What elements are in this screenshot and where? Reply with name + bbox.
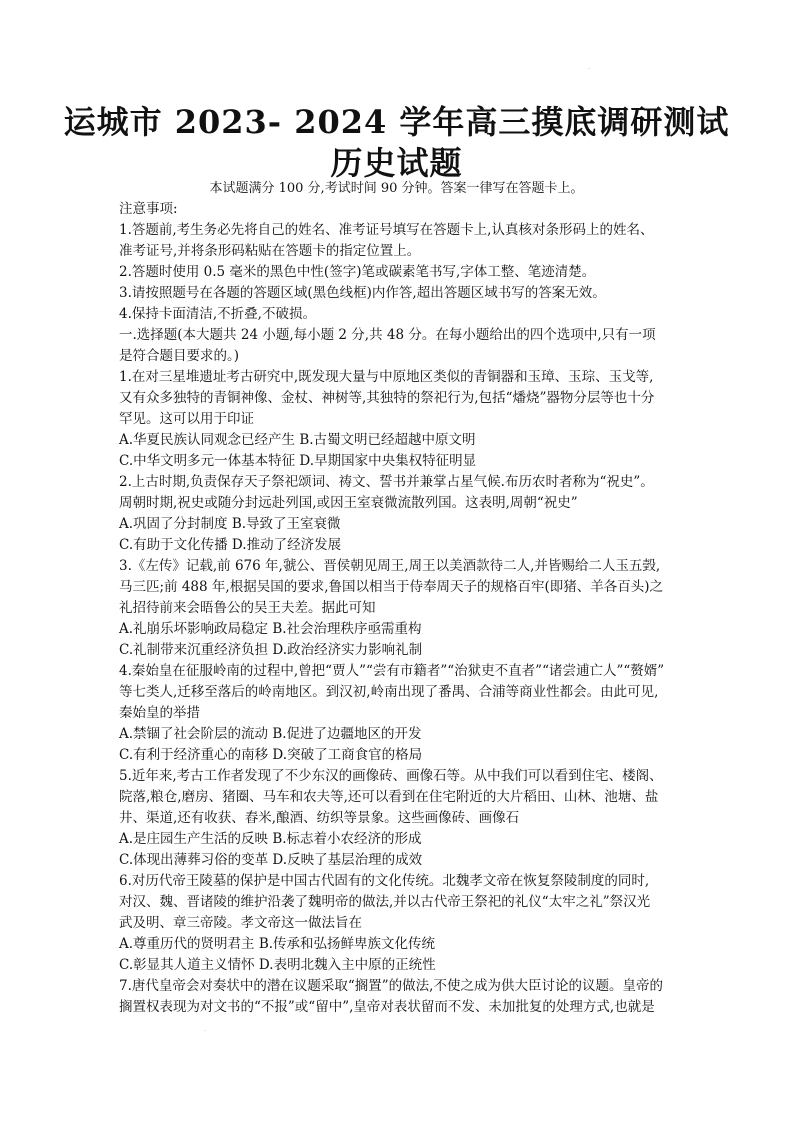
question-option: A.是庄园生产生活的反映 B.标志着小农经济的形成 [119,831,422,847]
notes-heading: 注意事项: [119,201,178,217]
question-option: A.礼崩乐坏影响政局稳定 B.社会治理秩序亟需重构 [119,621,422,637]
question-stem: 1.在对三星堆遗址考古研究中,既发现大量与中原地区类似的青铜器和玉璋、玉琮、玉戈等, [119,369,654,385]
question-option: A.尊重历代的贤明君主 B.传承和弘扬鲜卑族文化传统 [119,936,436,952]
question-stem: 6.对历代帝王陵墓的保护是中国古代固有的文化传统。北魏孝文帝在恢复祭陵制度的同时, [119,873,650,889]
question-stem: 武及明、章三帝陵。孝文帝这一做法旨在 [119,915,362,931]
scan-speck: . [588,64,590,71]
question-option: C.中华文明多元一体基本特征 D.早期国家中央集权特征明显 [119,453,477,469]
question-option: C.彰显其人道主义情怀 D.表明北魏入主中原的正统性 [119,957,436,973]
note-line: 3.请按照题号在各题的答题区域(黑色线框)内作答,超出答题区域书写的答案无效。 [119,285,606,301]
question-stem: 5.近年来,考古工作者发现了不少东汉的画像砖、画像石等。从中我们可以看到住宅、楼阁、 [119,768,663,784]
section-heading: 一.选择题(本大题共 24 小题,每小题 2 分,共 48 分。在每小题给出的四个选项中,只有一项 [119,327,656,343]
question-stem: 2.上古时期,负责保存天子祭祀颂词、祷文、誓书并兼掌占星气候.布历农时者称为“祝史”。 [119,474,654,490]
note-line: 2.答题时使用 0.5 毫米的黑色中性(签字)笔或碳素笔书写,字体工整、笔迹清楚。 [119,264,596,280]
question-option: C.礼制带来沉重经济负担 D.政治经济实力影响礼制 [119,642,423,658]
question-stem: 对汉、魏、晋诸陵的维护沿袭了魏明帝的做法,并以古代帝王祭祀的礼仪“太牢之礼”祭汉光 [119,894,651,910]
question-option: A.华夏民族认同观念已经产生 B.古蜀文明已经超越中原文明 [119,432,476,448]
question-option: A.禁锢了社会阶层的流动 B.促进了边疆地区的开发 [119,726,422,742]
exam-info: 本试题满分 100 分,考试时间 90 分钟。答案一律写在答题卡上。 [209,181,584,196]
note-line: 准考证号,并将条形码粘贴在答题卡的指定位置上。 [119,243,421,259]
question-option: A.巩固了分封制度 B.导致了王室衰微 [119,516,341,532]
note-line: 4.保持卡面清洁,不折叠,不破损。 [119,306,316,322]
question-option: C.有利于经济重心的南移 D.突破了工商食官的格局 [119,747,423,763]
exam-title: 运城市 2023- 2024 学年高三摸底调研测试 [63,103,730,141]
question-option: C.体现出薄葬习俗的变革 D.反映了基层治理的成效 [119,852,423,868]
question-stem: 4.秦始皇在征服岭南的过程中,曾把“贾人”“尝有市籍者”“治狱吏不直者”“诸尝逋亡人”“赘婿” [119,663,665,679]
note-line: 1.答题前,考生务必先将自己的姓名、准考证号填写在答题卡上,认真核对条形码上的姓名、 [119,222,654,238]
question-stem: 周朝时期,祝史或随分封远赴列国,或因王室衰微流散列国。这表明,周朝“祝史” [119,495,578,511]
question-stem: 搁置权表现为对文书的“不报”或“留中”,皇帝对表状留而不发、未加批复的处理方式,也就是 [119,999,655,1015]
question-stem: 马三匹;前 488 年,根据吴国的要求,鲁国以相当于侍奉周天子的规格百牢(即猪、羊各百头)之 [119,579,664,595]
question-stem: 又有众多独特的青铜神像、金杖、神树等,其独特的祭祀行为,包括“燔烧”器物分层等也十分 [119,390,655,406]
question-stem: 3.《左传》记载,前 676 年,虢公、晋侯朝见周王,周王以美酒款待二人,并皆赐给二人玉五瑴, [119,558,661,574]
question-stem: 7.唐代皇帝会对奏状中的潜在议题采取“搁置”的做法,不使之成为供大臣讨论的议题。皇帝的 [119,978,663,994]
question-stem: 等七类人,迁移至落后的岭南地区。到汉初,岭南出现了番禺、合浦等商业性都会。由此可见, [119,684,659,700]
question-stem: 院落,粮仓,磨房、猪圈、马车和农夫等,还可以看到在住宅附近的大片稻田、山林、池塘、盐 [119,789,659,805]
question-option: C.有助于文化传播 D.推动了经济发展 [119,537,342,553]
question-stem: 罕见。这可以用于印证 [119,411,254,427]
question-stem: 井、渠道,还有收获、舂米,酿酒、纺织等景象。这些画像砖、画像石 [119,810,520,826]
scan-speck: . [204,1026,206,1033]
question-stem: 礼招待前来会晤鲁公的吴王夫差。据此可知 [119,600,376,616]
question-stem: 秦始皇的举措 [119,705,200,721]
section-heading: 是符合题目要求的。) [119,348,240,364]
subject-title: 历史试题 [330,144,463,182]
